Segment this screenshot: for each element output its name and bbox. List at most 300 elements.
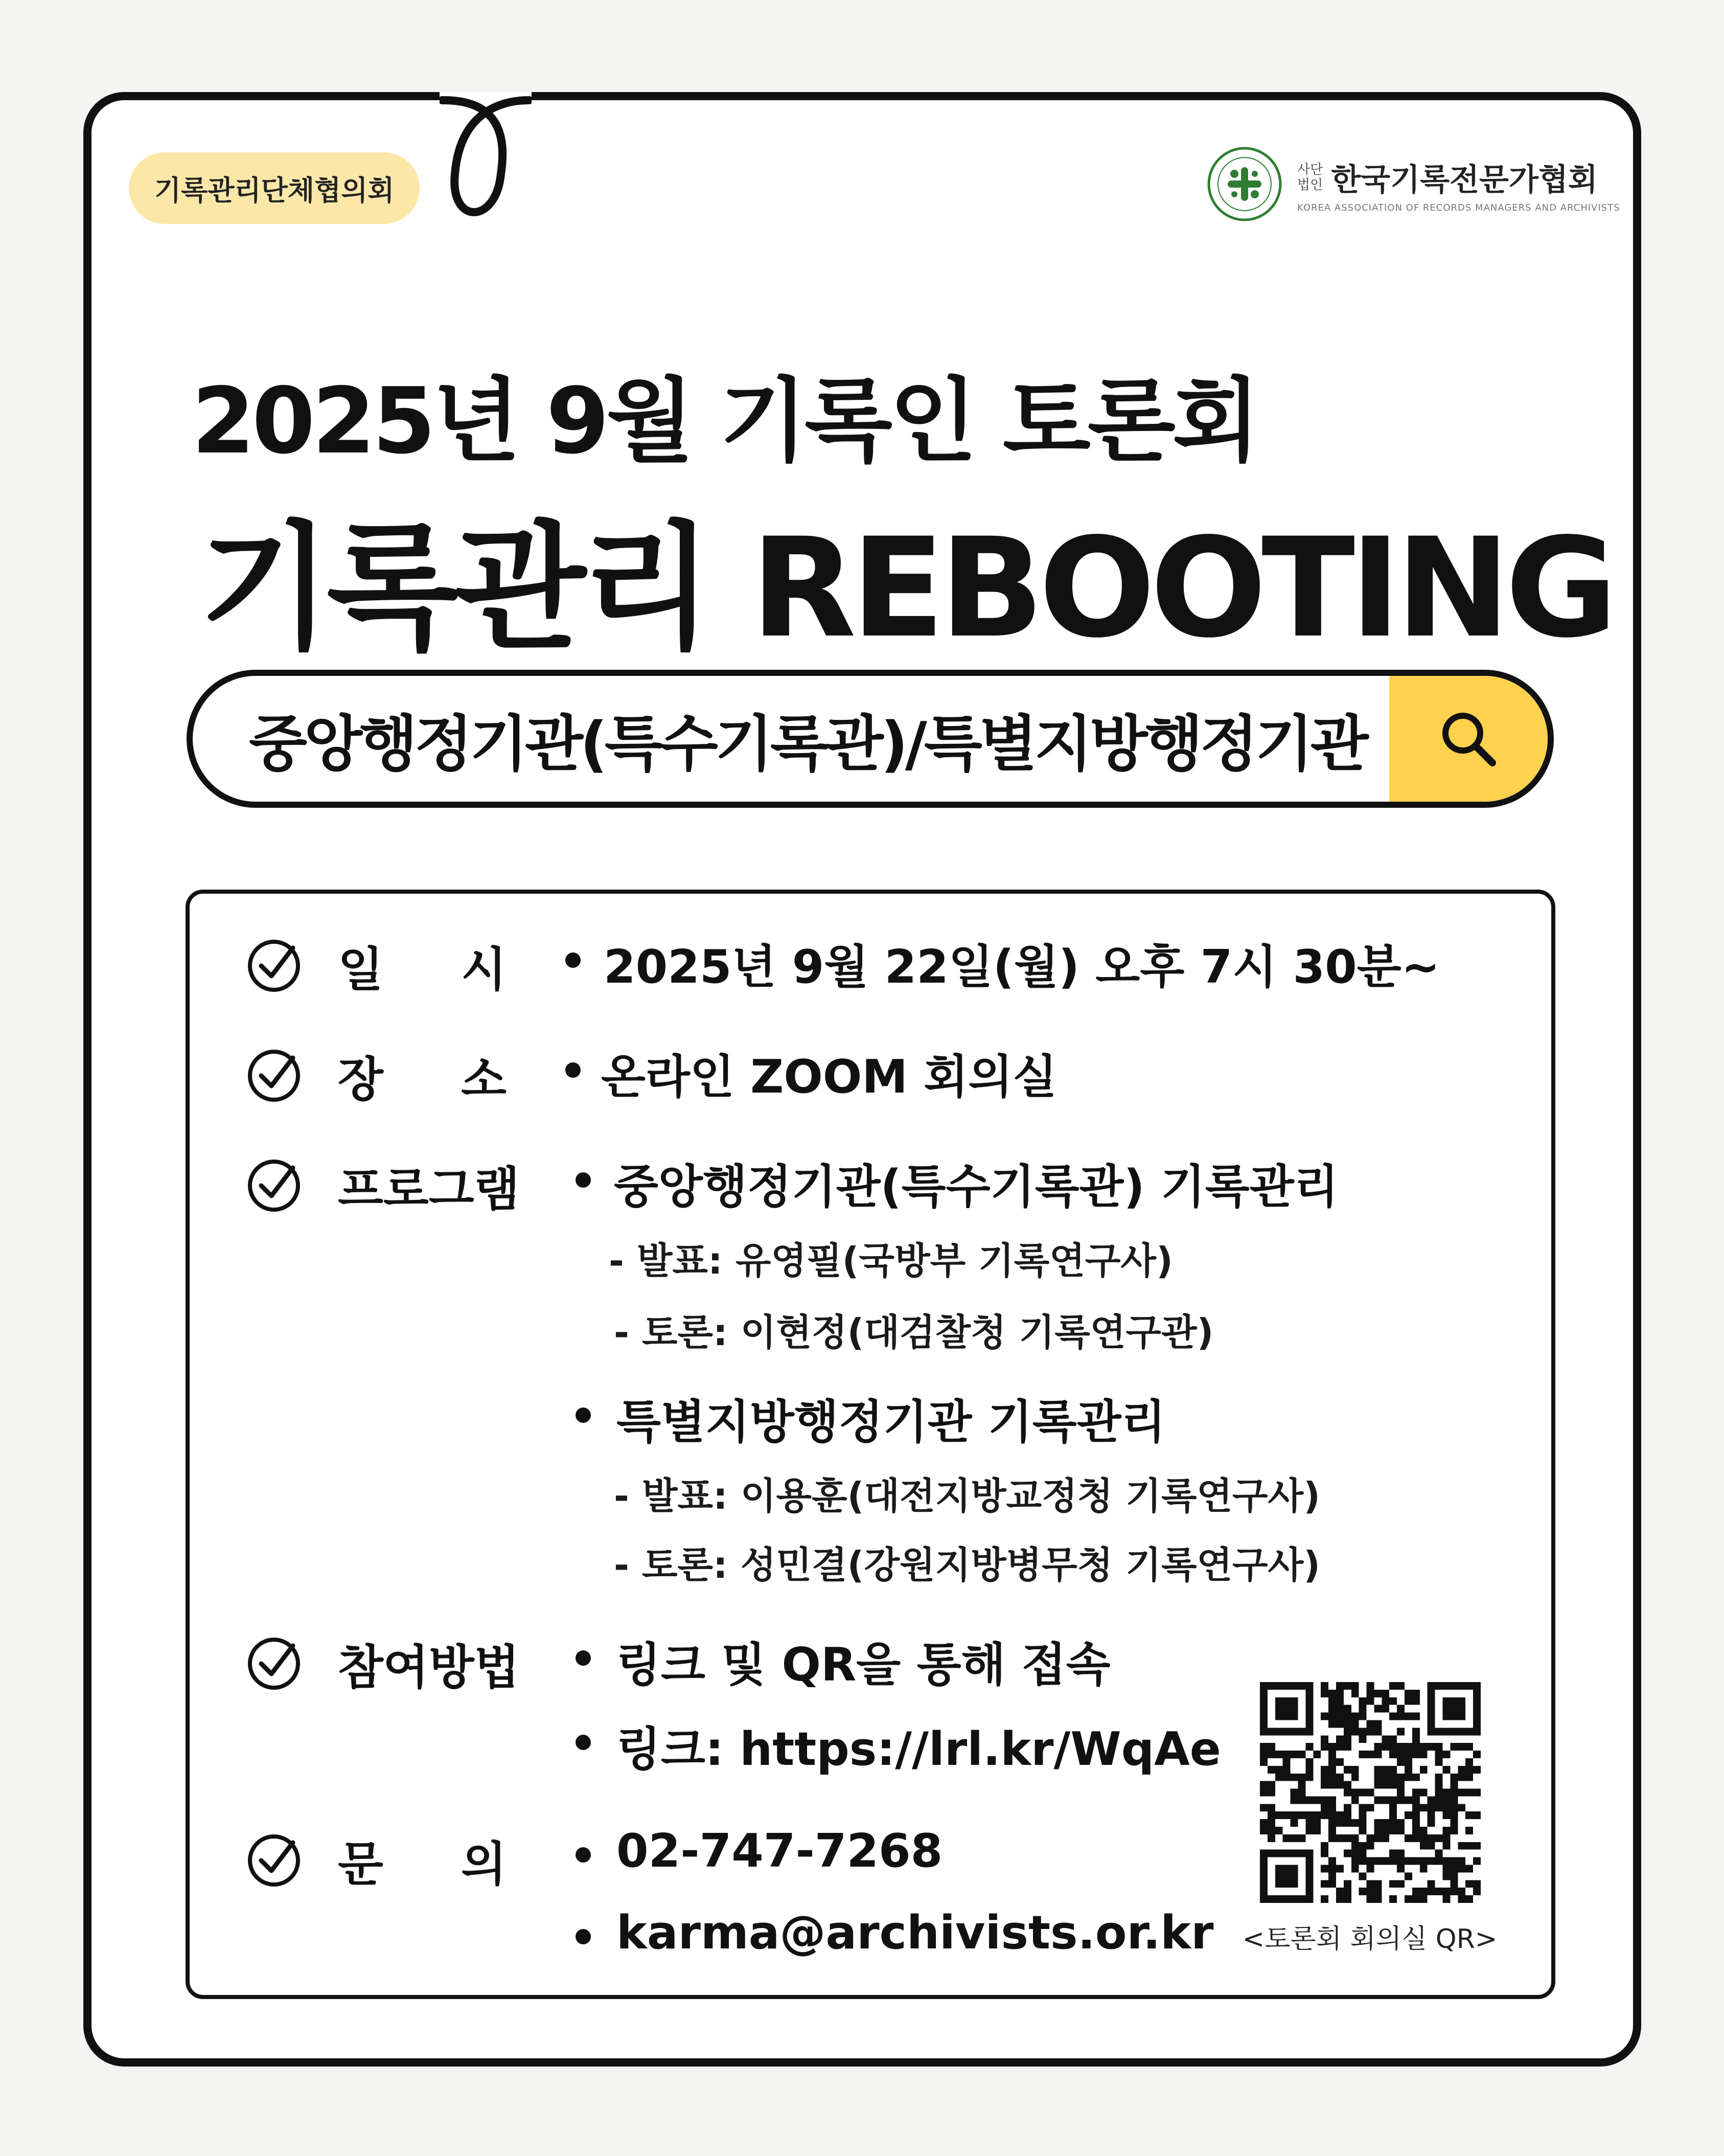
qr-module bbox=[1443, 1811, 1451, 1819]
qr-module bbox=[1405, 1758, 1412, 1766]
qr-module bbox=[1336, 1888, 1344, 1895]
qr-module bbox=[1328, 1819, 1336, 1827]
qr-module bbox=[1443, 1895, 1451, 1903]
qr-module bbox=[1450, 1865, 1458, 1873]
qr-module bbox=[1420, 1857, 1428, 1865]
qr-module bbox=[1412, 1895, 1420, 1903]
qr-module bbox=[1374, 1819, 1382, 1827]
qr-module bbox=[1382, 1774, 1389, 1781]
qr-module bbox=[1268, 1811, 1275, 1819]
qr-module bbox=[1359, 1850, 1367, 1857]
search-button bbox=[1389, 676, 1548, 802]
bullet bbox=[565, 952, 581, 968]
qr-module bbox=[1359, 1713, 1367, 1720]
place-value: 온라인 ZOOM 회의실 bbox=[601, 1050, 1058, 1104]
qr-module bbox=[1291, 1751, 1298, 1758]
qr-module bbox=[1268, 1804, 1275, 1811]
qr-module bbox=[1305, 1766, 1313, 1774]
qr-module bbox=[1412, 1827, 1420, 1834]
qr-module bbox=[1473, 1811, 1481, 1819]
program-item-detail: - 발표: 유영필(국방부 기록연구사) bbox=[609, 1239, 1173, 1282]
qr-module bbox=[1260, 1819, 1268, 1827]
qr-module bbox=[1435, 1857, 1443, 1865]
qr-module bbox=[1397, 1774, 1405, 1781]
program-item-detail: - 토론: 이현정(대검찰청 기록연구관) bbox=[614, 1311, 1214, 1354]
qr-module bbox=[1389, 1895, 1397, 1903]
qr-module bbox=[1389, 1774, 1397, 1781]
qr-module bbox=[1313, 1819, 1321, 1827]
qr-module bbox=[1328, 1827, 1336, 1834]
qr-module bbox=[1420, 1865, 1428, 1873]
qr-module bbox=[1344, 1834, 1351, 1842]
qr-module bbox=[1397, 1850, 1405, 1857]
qr-code[interactable] bbox=[1260, 1682, 1481, 1903]
qr-module bbox=[1328, 1872, 1336, 1880]
qr-module bbox=[1328, 1880, 1336, 1888]
qr-module bbox=[1382, 1834, 1389, 1842]
qr-module bbox=[1397, 1705, 1405, 1713]
qr-module bbox=[1298, 1834, 1305, 1842]
qr-module bbox=[1351, 1796, 1359, 1804]
qr-module bbox=[1473, 1880, 1481, 1888]
place-label: 장 소 bbox=[338, 1052, 507, 1107]
qr-module bbox=[1465, 1865, 1473, 1873]
qr-module bbox=[1397, 1743, 1405, 1751]
qr-module bbox=[1359, 1842, 1367, 1850]
qr-module bbox=[1268, 1827, 1275, 1834]
qr-module bbox=[1367, 1789, 1374, 1797]
qr-module bbox=[1405, 1872, 1412, 1880]
association-english-name: KOREA ASSOCIATION OF RECORDS MANAGERS AND ARCHIVISTS bbox=[1297, 202, 1620, 213]
qr-module bbox=[1374, 1705, 1382, 1713]
qr-module bbox=[1336, 1690, 1344, 1697]
qr-module bbox=[1328, 1774, 1336, 1781]
qr-module bbox=[1405, 1697, 1412, 1705]
qr-module bbox=[1428, 1743, 1435, 1751]
qr-module bbox=[1359, 1888, 1367, 1895]
qr-module bbox=[1443, 1789, 1451, 1797]
qr-module bbox=[1260, 1758, 1268, 1766]
qr-module bbox=[1305, 1827, 1313, 1834]
qr-module bbox=[1359, 1728, 1367, 1735]
qr-module bbox=[1359, 1789, 1367, 1797]
qr-module bbox=[1412, 1774, 1420, 1781]
qr-module bbox=[1412, 1690, 1420, 1697]
organizer-label: 기록관리단체협의회 bbox=[154, 174, 395, 207]
qr-module bbox=[1412, 1789, 1420, 1797]
qr-module bbox=[1313, 1811, 1321, 1819]
qr-module bbox=[1465, 1895, 1473, 1903]
participate-link[interactable]: 링크: https://lrl.kr/WqAe bbox=[616, 1722, 1221, 1776]
qr-module bbox=[1412, 1751, 1420, 1758]
qr-module bbox=[1351, 1766, 1359, 1774]
qr-module bbox=[1351, 1857, 1359, 1865]
qr-module bbox=[1473, 1766, 1481, 1774]
qr-module bbox=[1382, 1697, 1389, 1705]
qr-module bbox=[1389, 1804, 1397, 1811]
qr-module bbox=[1458, 1804, 1465, 1811]
qr-module bbox=[1405, 1690, 1412, 1697]
qr-module bbox=[1275, 1774, 1283, 1781]
bullet bbox=[576, 1650, 591, 1666]
qr-module bbox=[1283, 1774, 1291, 1781]
qr-module bbox=[1336, 1774, 1344, 1781]
qr-module bbox=[1328, 1834, 1336, 1842]
qr-module bbox=[1374, 1880, 1382, 1888]
qr-module bbox=[1344, 1781, 1351, 1789]
qr-module bbox=[1435, 1774, 1443, 1781]
qr-module bbox=[1450, 1774, 1458, 1781]
bullet bbox=[576, 1735, 591, 1750]
qr-module bbox=[1382, 1796, 1389, 1804]
program-item-title: 특별지방행정기관 기록관리 bbox=[616, 1395, 1166, 1449]
qr-module bbox=[1458, 1743, 1465, 1751]
qr-module bbox=[1420, 1895, 1428, 1903]
qr-module bbox=[1359, 1819, 1367, 1827]
qr-module bbox=[1458, 1766, 1465, 1774]
qr-module bbox=[1321, 1781, 1328, 1789]
place-row bbox=[246, 1042, 507, 1109]
qr-module bbox=[1275, 1766, 1283, 1774]
qr-module bbox=[1291, 1811, 1298, 1819]
qr-module bbox=[1397, 1781, 1405, 1789]
qr-module bbox=[1291, 1834, 1298, 1842]
qr-module bbox=[1405, 1713, 1412, 1720]
qr-module bbox=[1428, 1888, 1435, 1895]
qr-module bbox=[1428, 1857, 1435, 1865]
qr-module bbox=[1321, 1895, 1328, 1903]
qr-module bbox=[1328, 1766, 1336, 1774]
qr-module bbox=[1328, 1857, 1336, 1865]
qr-module bbox=[1298, 1781, 1305, 1789]
qr-module bbox=[1351, 1728, 1359, 1735]
qr-module bbox=[1420, 1743, 1428, 1751]
qr-module bbox=[1374, 1766, 1382, 1774]
qr-module bbox=[1412, 1811, 1420, 1819]
qr-module bbox=[1443, 1751, 1451, 1758]
qr-module bbox=[1313, 1827, 1321, 1834]
qr-module bbox=[1443, 1888, 1451, 1895]
qr-module bbox=[1367, 1804, 1374, 1811]
qr-module bbox=[1420, 1834, 1428, 1842]
qr-module bbox=[1351, 1690, 1359, 1697]
qr-module bbox=[1359, 1697, 1367, 1705]
qr-module bbox=[1275, 1751, 1283, 1758]
qr-module bbox=[1336, 1735, 1344, 1743]
qr-module bbox=[1260, 1804, 1268, 1811]
qr-module bbox=[1374, 1774, 1382, 1781]
qr-module bbox=[1412, 1743, 1420, 1751]
qr-module bbox=[1435, 1751, 1443, 1758]
qr-module bbox=[1465, 1789, 1473, 1797]
qr-module bbox=[1336, 1705, 1344, 1713]
qr-module bbox=[1450, 1827, 1458, 1834]
qr-module bbox=[1389, 1735, 1397, 1743]
qr-module bbox=[1344, 1735, 1351, 1743]
qr-module bbox=[1298, 1774, 1305, 1781]
qr-module bbox=[1374, 1728, 1382, 1735]
qr-module bbox=[1305, 1743, 1313, 1751]
qr-module bbox=[1374, 1751, 1382, 1758]
check-circle-icon bbox=[246, 1832, 302, 1889]
qr-module bbox=[1367, 1865, 1374, 1873]
qr-module bbox=[1450, 1888, 1458, 1895]
qr-module bbox=[1336, 1811, 1344, 1819]
qr-module bbox=[1389, 1781, 1397, 1789]
qr-module bbox=[1367, 1888, 1374, 1895]
qr-module bbox=[1412, 1834, 1420, 1842]
check-circle-icon bbox=[246, 1048, 302, 1104]
qr-module bbox=[1321, 1811, 1328, 1819]
qr-module bbox=[1374, 1743, 1382, 1751]
qr-module bbox=[1305, 1796, 1313, 1804]
qr-module bbox=[1260, 1781, 1268, 1789]
qr-module bbox=[1344, 1705, 1351, 1713]
qr-module bbox=[1344, 1766, 1351, 1774]
participate-item: 링크 및 QR을 통해 접속 bbox=[616, 1638, 1111, 1692]
program-item-detail: - 토론: 성민결(강원지방병무청 기록연구사) bbox=[614, 1544, 1321, 1586]
qr-module bbox=[1389, 1880, 1397, 1888]
bullet bbox=[576, 1172, 591, 1188]
qr-module bbox=[1443, 1857, 1451, 1865]
qr-module bbox=[1275, 1827, 1283, 1834]
qr-module bbox=[1397, 1728, 1405, 1735]
qr-module bbox=[1428, 1834, 1435, 1842]
qr-module bbox=[1382, 1743, 1389, 1751]
qr-module bbox=[1268, 1743, 1275, 1751]
assoc-prefix-2: 법인 bbox=[1297, 177, 1323, 193]
qr-module bbox=[1298, 1811, 1305, 1819]
qr-module bbox=[1359, 1811, 1367, 1819]
qr-module bbox=[1367, 1880, 1374, 1888]
qr-module bbox=[1291, 1774, 1298, 1781]
qr-module bbox=[1473, 1789, 1481, 1797]
contact-email[interactable]: karma@archivists.or.kr bbox=[616, 1906, 1214, 1960]
qr-module bbox=[1359, 1804, 1367, 1811]
qr-module bbox=[1420, 1789, 1428, 1797]
qr-module bbox=[1443, 1865, 1451, 1873]
qr-module bbox=[1351, 1720, 1359, 1728]
qr-module bbox=[1428, 1796, 1435, 1804]
program-row bbox=[246, 1152, 520, 1219]
qr-module bbox=[1397, 1827, 1405, 1834]
qr-module bbox=[1412, 1819, 1420, 1827]
qr-module bbox=[1268, 1781, 1275, 1789]
qr-module bbox=[1321, 1743, 1328, 1751]
qr-module bbox=[1321, 1865, 1328, 1873]
bullet bbox=[576, 1847, 591, 1863]
qr-module bbox=[1275, 1697, 1298, 1720]
qr-module bbox=[1328, 1720, 1336, 1728]
qr-module bbox=[1344, 1895, 1351, 1903]
qr-module bbox=[1458, 1888, 1465, 1895]
qr-module bbox=[1397, 1796, 1405, 1804]
qr-module bbox=[1328, 1690, 1336, 1697]
qr-module bbox=[1298, 1796, 1305, 1804]
qr-module bbox=[1359, 1705, 1367, 1713]
qr-module bbox=[1428, 1880, 1435, 1888]
qr-module bbox=[1313, 1796, 1321, 1804]
qr-module bbox=[1351, 1834, 1359, 1842]
qr-module bbox=[1405, 1895, 1412, 1903]
qr-module bbox=[1389, 1751, 1397, 1758]
contact-label: 문 의 bbox=[338, 1837, 507, 1892]
qr-module bbox=[1321, 1735, 1328, 1743]
qr-module bbox=[1344, 1682, 1351, 1690]
topic-text: 중앙행정기관(특수기록관)/특별지방행정기관 bbox=[249, 709, 1366, 779]
qr-module bbox=[1344, 1789, 1351, 1797]
qr-module bbox=[1344, 1720, 1351, 1728]
qr-module bbox=[1458, 1865, 1465, 1873]
qr-module bbox=[1321, 1682, 1328, 1690]
qr-module bbox=[1336, 1682, 1344, 1690]
qr-module bbox=[1374, 1690, 1382, 1697]
qr-module bbox=[1283, 1751, 1291, 1758]
qr-module bbox=[1450, 1811, 1458, 1819]
qr-module bbox=[1443, 1804, 1451, 1811]
qr-module bbox=[1405, 1774, 1412, 1781]
qr-module bbox=[1397, 1789, 1405, 1797]
qr-module bbox=[1351, 1850, 1359, 1857]
qr-module bbox=[1321, 1774, 1328, 1781]
qr-module bbox=[1435, 1796, 1443, 1804]
qr-module bbox=[1328, 1697, 1336, 1705]
qr-module bbox=[1389, 1743, 1397, 1751]
qr-module bbox=[1465, 1758, 1473, 1766]
qr-module bbox=[1367, 1751, 1374, 1758]
contact-row bbox=[246, 1827, 507, 1894]
check-circle-icon bbox=[246, 1158, 302, 1214]
qr-module bbox=[1420, 1751, 1428, 1758]
qr-module bbox=[1443, 1827, 1451, 1834]
qr-module bbox=[1382, 1819, 1389, 1827]
qr-module bbox=[1374, 1827, 1382, 1834]
qr-module bbox=[1336, 1713, 1344, 1720]
qr-module bbox=[1420, 1804, 1428, 1811]
qr-module bbox=[1443, 1766, 1451, 1774]
qr-module bbox=[1389, 1811, 1397, 1819]
qr-module bbox=[1458, 1857, 1465, 1865]
qr-module bbox=[1298, 1789, 1305, 1797]
qr-module bbox=[1435, 1834, 1443, 1842]
qr-module bbox=[1359, 1751, 1367, 1758]
qr-module bbox=[1420, 1766, 1428, 1774]
qr-module bbox=[1298, 1751, 1305, 1758]
qr-module bbox=[1283, 1834, 1291, 1842]
qr-module bbox=[1367, 1834, 1374, 1842]
qr-module bbox=[1397, 1857, 1405, 1865]
qr-module bbox=[1291, 1796, 1298, 1804]
qr-module bbox=[1435, 1850, 1443, 1857]
qr-module bbox=[1450, 1789, 1458, 1797]
qr-module bbox=[1336, 1758, 1344, 1766]
qr-module bbox=[1465, 1842, 1473, 1850]
qr-module bbox=[1283, 1811, 1291, 1819]
qr-module bbox=[1305, 1811, 1313, 1819]
qr-module bbox=[1465, 1743, 1473, 1751]
qr-module bbox=[1344, 1811, 1351, 1819]
qr-module bbox=[1374, 1895, 1382, 1903]
qr-module bbox=[1268, 1819, 1275, 1827]
qr-module bbox=[1412, 1796, 1420, 1804]
qr-module bbox=[1351, 1789, 1359, 1797]
qr-module bbox=[1305, 1819, 1313, 1827]
qr-module bbox=[1336, 1865, 1344, 1873]
qr-module bbox=[1275, 1865, 1298, 1888]
qr-module bbox=[1260, 1751, 1268, 1758]
qr-module bbox=[1389, 1766, 1397, 1774]
qr-module bbox=[1321, 1766, 1328, 1774]
qr-module bbox=[1344, 1850, 1351, 1857]
qr-module bbox=[1283, 1758, 1291, 1766]
organizer-pill bbox=[129, 152, 420, 224]
qr-module bbox=[1458, 1774, 1465, 1781]
qr-module bbox=[1268, 1766, 1275, 1774]
qr-module bbox=[1420, 1842, 1428, 1850]
qr-module bbox=[1405, 1743, 1412, 1751]
qr-module bbox=[1344, 1804, 1351, 1811]
qr-module bbox=[1305, 1774, 1313, 1781]
participate-row bbox=[246, 1630, 520, 1697]
qr-module bbox=[1336, 1720, 1344, 1728]
decorative-loop bbox=[440, 77, 532, 240]
qr-module bbox=[1450, 1781, 1458, 1789]
qr-module bbox=[1321, 1842, 1328, 1850]
qr-module bbox=[1389, 1713, 1397, 1720]
qr-module bbox=[1443, 1872, 1451, 1880]
qr-module bbox=[1450, 1796, 1458, 1804]
qr-module bbox=[1397, 1682, 1405, 1690]
qr-module bbox=[1435, 1758, 1443, 1766]
qr-module bbox=[1283, 1766, 1291, 1774]
qr-module bbox=[1465, 1880, 1473, 1888]
qr-module bbox=[1328, 1781, 1336, 1789]
qr-module bbox=[1397, 1758, 1405, 1766]
qr-module bbox=[1313, 1751, 1321, 1758]
qr-module bbox=[1450, 1880, 1458, 1888]
qr-module bbox=[1405, 1811, 1412, 1819]
qr-module bbox=[1435, 1804, 1443, 1811]
date-label: 일 시 bbox=[338, 942, 507, 997]
qr-module bbox=[1359, 1827, 1367, 1834]
qr-module bbox=[1305, 1758, 1313, 1766]
qr-module bbox=[1351, 1865, 1359, 1873]
qr-module bbox=[1382, 1766, 1389, 1774]
qr-module bbox=[1389, 1796, 1397, 1804]
qr-module bbox=[1260, 1743, 1268, 1751]
qr-module bbox=[1428, 1811, 1435, 1819]
qr-module bbox=[1344, 1728, 1351, 1735]
qr-module bbox=[1374, 1857, 1382, 1865]
qr-module bbox=[1412, 1888, 1420, 1895]
program-item-detail: - 발표: 이용훈(대전지방교정청 기록연구사) bbox=[614, 1474, 1321, 1517]
association-brand bbox=[1206, 146, 1620, 222]
qr-module bbox=[1268, 1751, 1275, 1758]
date-value: 2025년 9월 22일(월) 오후 7시 30분~ bbox=[604, 940, 1440, 994]
qr-module bbox=[1465, 1774, 1473, 1781]
qr-module bbox=[1321, 1850, 1328, 1857]
qr-module bbox=[1260, 1789, 1268, 1797]
qr-module bbox=[1397, 1751, 1405, 1758]
qr-module bbox=[1443, 1834, 1451, 1842]
qr-module bbox=[1435, 1781, 1443, 1789]
qr-module bbox=[1420, 1888, 1428, 1895]
qr-module bbox=[1450, 1804, 1458, 1811]
qr-module bbox=[1344, 1713, 1351, 1720]
qr-module bbox=[1382, 1827, 1389, 1834]
qr-module bbox=[1428, 1804, 1435, 1811]
qr-module bbox=[1473, 1751, 1481, 1758]
